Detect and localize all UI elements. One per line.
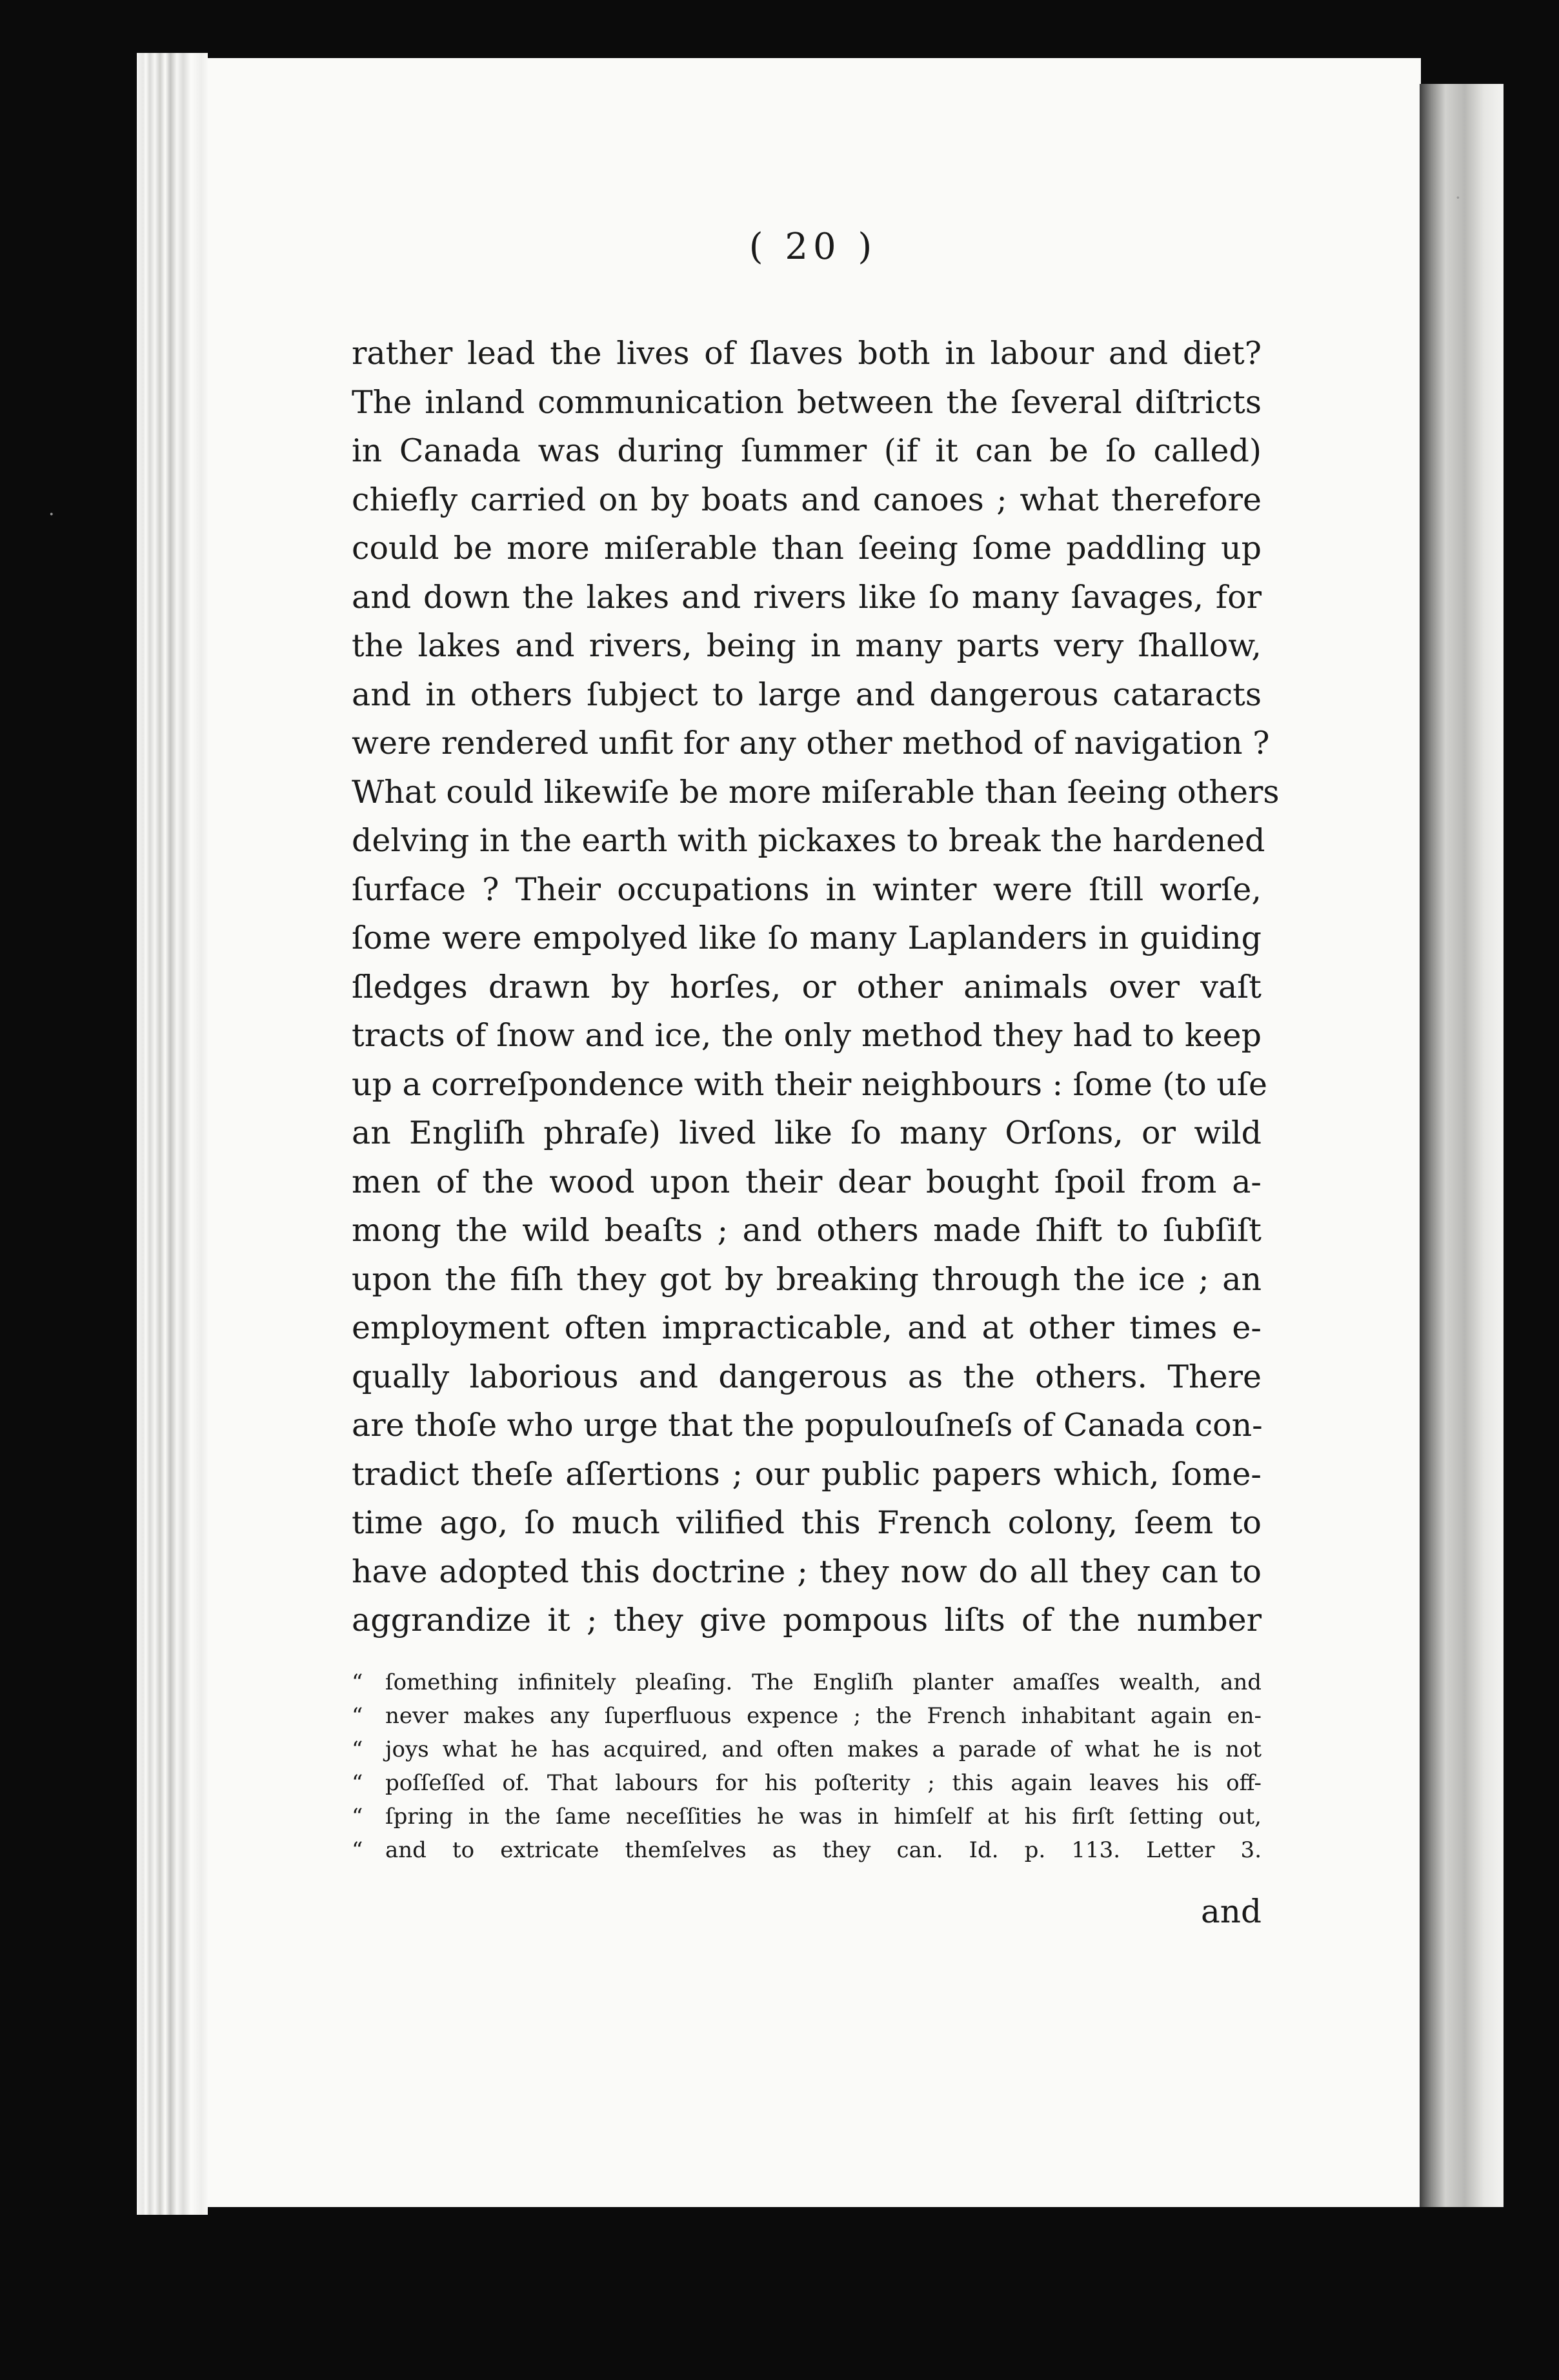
body-line: ſome were empolyed like ſo many Laplanders in guiding	[352, 920, 1262, 956]
body-line: are thoſe who urge that the populouſneſs of Canada con-	[352, 1407, 1263, 1444]
book-binding-edge	[137, 53, 208, 2215]
body-line: and in others ſubject to large and dangerous cataracts	[352, 676, 1262, 713]
body-line: upon the fiſh they got by breaking through the ice ; an	[352, 1260, 1262, 1298]
body-line: qually laborious and dangerous as the others. There	[352, 1358, 1262, 1395]
page-content	[352, 226, 1280, 1930]
body-line: The inland communication between the ſeveral diſtricts	[352, 383, 1262, 421]
footnote-quote-mark: “	[352, 1736, 363, 1762]
footnote-line	[352, 1766, 1262, 1800]
body-line: ſledges drawn by horſes, or other animals over vaſt	[352, 968, 1262, 1005]
body-line: chiefly carried on by boats and canoes ; what therefore	[352, 481, 1262, 518]
footnote-quote-mark: “	[352, 1669, 363, 1695]
body-line: the lakes and rivers, being in many parts very ſhallow,	[352, 627, 1262, 664]
body-line: tracts of ſnow and ice, the only method they had to keep	[352, 1017, 1262, 1054]
body-line: mong the wild beaſts ; and others made ſhift to ſubſiſt	[352, 1212, 1262, 1249]
body-line: and down the lakes and rivers like ſo many ſavages, for	[352, 578, 1262, 616]
body-line: delving in the earth with pickaxes to break the hardened	[352, 822, 1265, 859]
footnote-quote-mark: “	[352, 1837, 363, 1863]
footnote-quote-mark: “	[352, 1803, 363, 1830]
body-line: could be more miſerable than ſeeing ſome paddling up	[352, 530, 1262, 567]
footnote-text: poſſeſſed of. That labours for his poſterity ; this again leaves his off-	[385, 1770, 1262, 1796]
body-line: employment often impracticable, and at other times e-	[352, 1309, 1262, 1346]
footnote-quote-mark: “	[352, 1770, 363, 1796]
footnote-line	[352, 1733, 1262, 1766]
body-line: tradict theſe aſſertions ; our public papers which, ſome-	[352, 1455, 1262, 1493]
footnote-text: never makes any ſuperfluous expence ; the French inhabitant again en-	[385, 1702, 1262, 1729]
page-edge-shadow	[1420, 84, 1504, 2207]
footnote-text: and to extricate themſelves as they can. Id. p. 113. Letter 3.	[385, 1837, 1262, 1863]
body-line: men of the wood upon their dear bought ſpoil from a-	[352, 1163, 1262, 1200]
body-line: ſurface ? Their occupations in winter were ſtill worſe,	[352, 871, 1262, 908]
margin-speck: ·	[1455, 187, 1461, 208]
footnote-text: ſomething infinitely pleaſing. The Engliſh planter amaſſes wealth, and	[385, 1669, 1262, 1695]
footnote-text: ſpring in the ſame neceſſities he was in himſelf at his firſt ſetting out,	[385, 1803, 1262, 1830]
body-text	[352, 329, 1280, 1645]
footnote-line	[352, 1833, 1262, 1867]
footnote-quote-mark: “	[352, 1702, 363, 1729]
body-line: have adopted this doctrine ; they now do all they can to	[352, 1553, 1262, 1590]
body-line: were rendered unfit for any other method of navigation ?	[352, 725, 1270, 761]
body-line: aggrandize it ; they give pompous liſts of the number	[352, 1602, 1262, 1639]
catchword: and	[1200, 1892, 1262, 1930]
body-line: rather lead the lives of ſlaves both in labour and diet?	[352, 335, 1262, 372]
body-line: What could likewiſe be more miſerable than ſeeing others	[352, 773, 1280, 811]
footnote-line	[352, 1666, 1262, 1699]
page-number: ( 20 )	[749, 226, 878, 268]
body-line: time ago, ſo much vilified this French colony, ſeem to	[352, 1504, 1262, 1541]
footnote-line	[352, 1699, 1262, 1733]
footnote-line	[352, 1800, 1262, 1833]
body-line: in Canada was during ſummer (if it can be ſo called)	[352, 432, 1262, 469]
footnote-text: joys what he has acquired, and often makes a parade of what he is not	[385, 1736, 1262, 1762]
margin-speck: ·	[48, 503, 55, 526]
body-line: up a correſpondence with their neighbours : ſome (to uſe	[352, 1065, 1267, 1103]
body-line: an Engliſh phraſe) lived like ſo many Orſons, or wild	[352, 1114, 1262, 1151]
footnote	[352, 1666, 1262, 1867]
